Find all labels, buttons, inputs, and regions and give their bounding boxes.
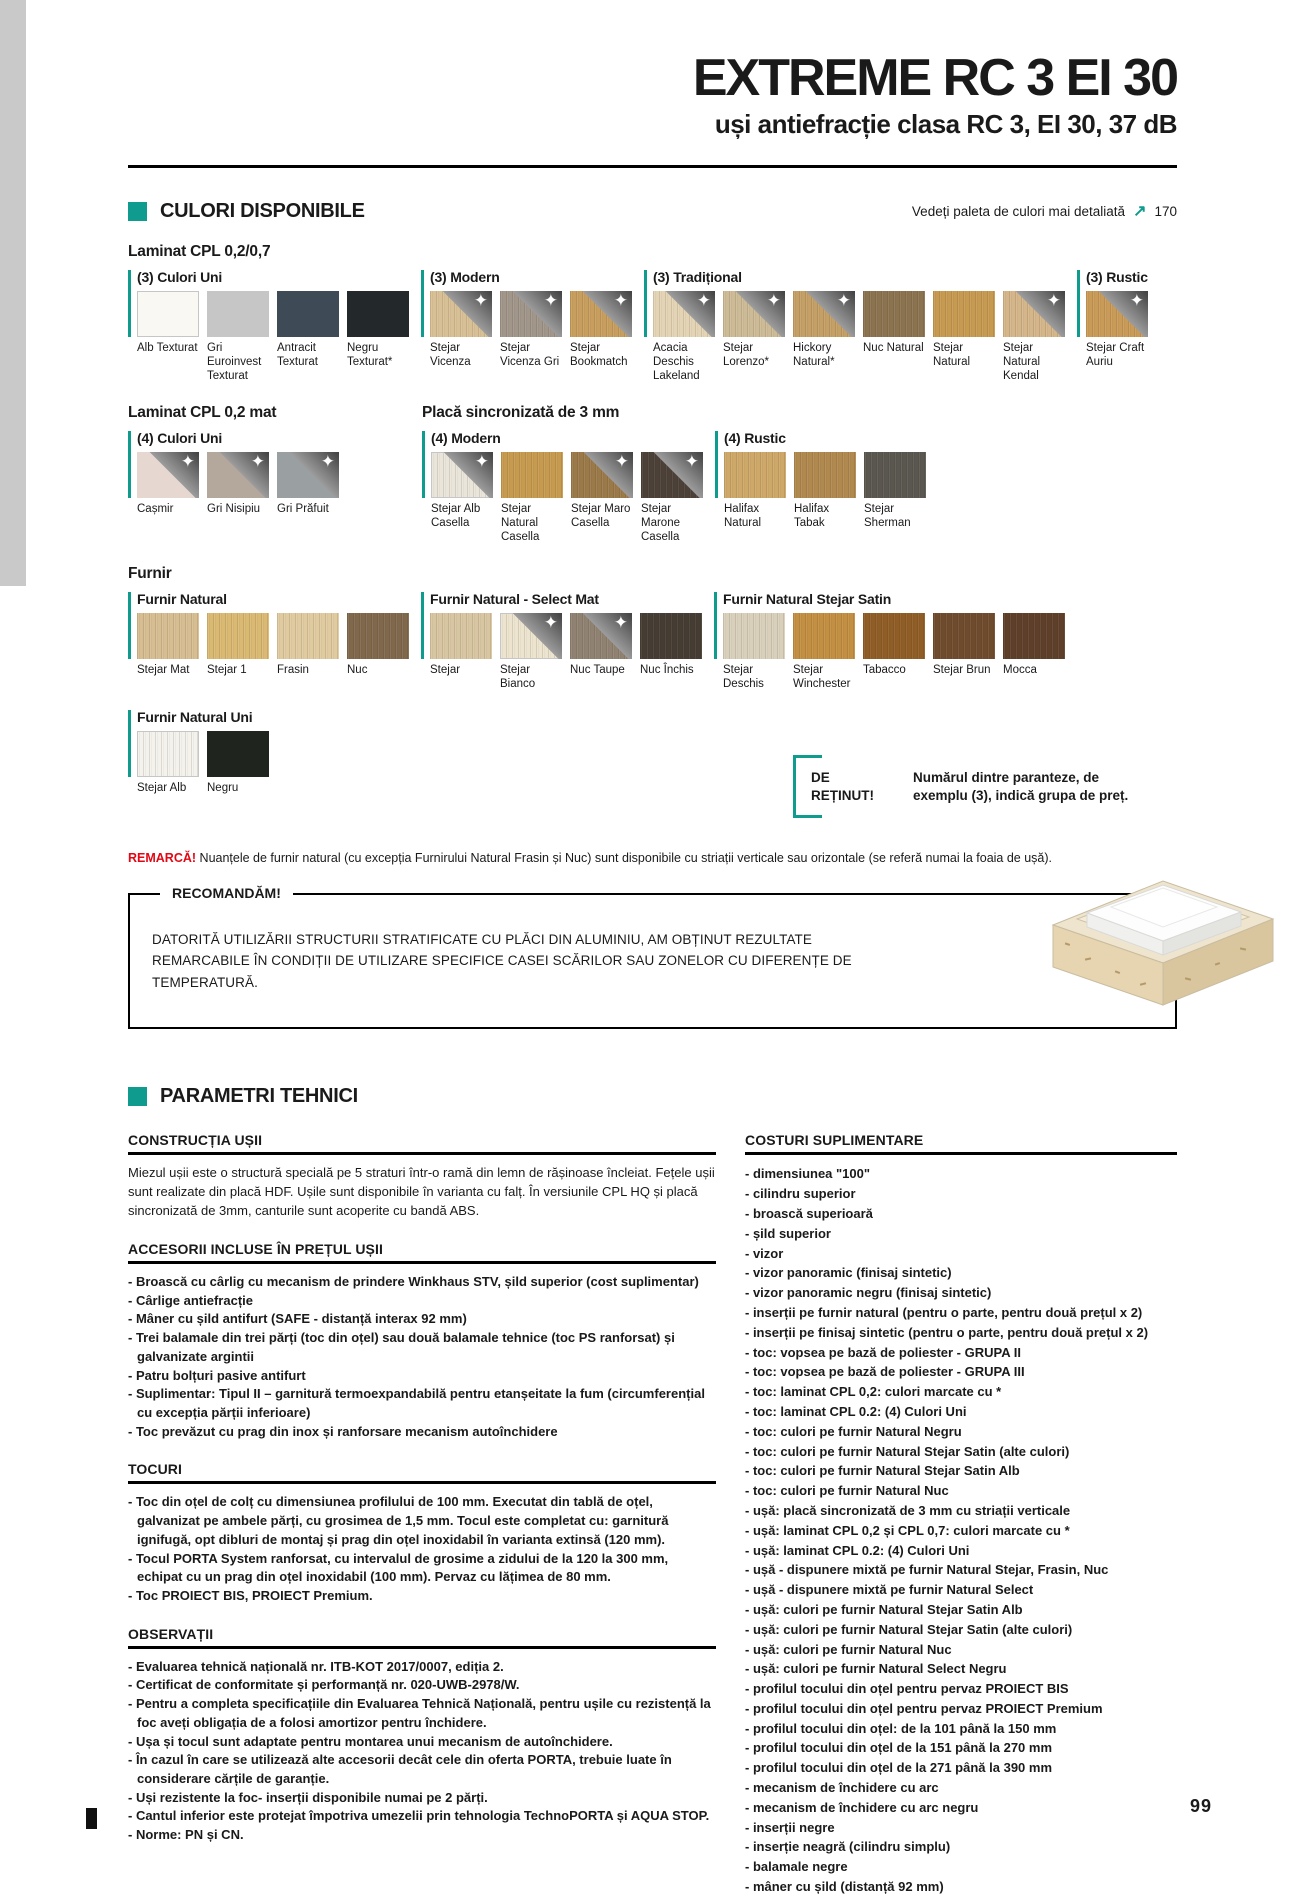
tech-list-item: - toc: vopsea pe bază de poliester - GRUPA II xyxy=(745,1344,1021,1360)
swatch-group-name: (3) Rustic xyxy=(1086,269,1148,285)
tech-column-right xyxy=(745,1132,1177,1896)
tech-list-item: - vizor panoramic negru (finisaj sintetic) xyxy=(745,1285,992,1301)
color-swatch-label: Mocca xyxy=(1003,663,1037,676)
palette-link[interactable] xyxy=(912,204,1177,220)
color-swatch-label: Stejar Brun xyxy=(933,663,991,676)
tech-list-item: - balamale negre xyxy=(745,1859,848,1875)
tech-list-item: - profilul tocului din oțel de la 271 până la 390 mm xyxy=(745,1760,1053,1776)
sparkle-icon: ✦ xyxy=(543,291,558,311)
colors-section-title: CULORI DISPONIBILE xyxy=(160,200,365,222)
tech-list-item: - ușă: culori pe furnir Natural Select Negru xyxy=(745,1661,1007,1677)
door-cross-section-image xyxy=(1025,863,1287,1013)
sparkle-icon: ✦ xyxy=(473,291,488,311)
tech-list-item: - Toc prevăzut cu prag din inox și ranforsare mecanism autoînchidere xyxy=(128,1423,558,1439)
color-family-section xyxy=(128,390,339,543)
color-swatch xyxy=(863,613,925,659)
sparkle-icon: ✦ xyxy=(684,452,699,472)
color-swatch-label: Stejar Sherman xyxy=(864,503,911,529)
new-color-badge-icon xyxy=(570,291,632,337)
tech-list-item: - mecanism de închidere cu arc xyxy=(745,1780,939,1796)
swatch-group xyxy=(128,710,269,822)
tech-list-item: - mâner cu șild (distanță 92 mm) xyxy=(745,1879,944,1895)
tech-list-item: - În cazul în care se utilizează alte accesorii decât cele din oferta PORTA, trebuie luate în considerare cărțile de garanție. xyxy=(128,1752,672,1786)
tech-list-item: - inserții pe furnir natural (pentru o parte, pentru două prețul x 2) xyxy=(745,1304,1143,1320)
swatch-group-name: (4) Culori Uni xyxy=(137,429,223,446)
sparkle-icon: ✦ xyxy=(766,291,781,311)
color-swatch xyxy=(640,613,702,659)
color-swatch xyxy=(570,613,632,659)
color-swatch-label: Negru xyxy=(207,782,239,795)
page-content xyxy=(128,0,1177,1897)
color-swatch xyxy=(794,452,856,498)
color-family-section xyxy=(128,229,1148,384)
color-swatch-label: Stejar Alb xyxy=(137,782,187,795)
tech-list-item: - ușă: placă sincronizată de 3 mm cu striații verticale xyxy=(745,1502,1071,1518)
color-swatch-label: Stejar Natural xyxy=(933,342,971,369)
swatch-group-name: (3) Tradițional xyxy=(653,269,742,285)
color-swatch xyxy=(207,613,269,659)
new-color-badge-icon xyxy=(500,613,562,659)
tech-list-item: - profilul tocului din oțel de la 151 până la 270 mm xyxy=(745,1740,1053,1756)
color-family-section xyxy=(422,390,926,545)
tech-list-item: - ușă - dispunere mixtă pe furnir Natural Stejar, Frasin, Nuc xyxy=(745,1562,1109,1578)
color-swatch xyxy=(137,291,199,337)
new-color-badge-icon xyxy=(571,452,633,498)
color-swatch xyxy=(207,452,269,498)
colors-header-row xyxy=(128,200,1177,223)
tech-list-item: - profilul tocului din oțel: de la 101 până la 150 mm xyxy=(745,1720,1057,1736)
sparkle-icon: ✦ xyxy=(696,291,711,311)
color-swatch-label: Stejar Natural Casella xyxy=(501,503,540,543)
tech-list-item: - Cantul inferior este protejat împotriva umezelii prin tehnologia TechnoPORTA și AQUA STOP. xyxy=(128,1808,710,1824)
page-number: 99 xyxy=(1189,1796,1212,1816)
sparkle-icon: ✦ xyxy=(836,291,851,311)
tech-list-item: - Toc PROIECT BIS, PROIECT Premium. xyxy=(128,1587,373,1603)
swatch-group xyxy=(714,592,1065,704)
color-swatch xyxy=(137,731,199,777)
tech-heading: OBSERVAȚII xyxy=(128,1626,716,1649)
swatch-group-name: (3) Culori Uni xyxy=(137,269,223,285)
section-marker-square-icon xyxy=(128,202,147,221)
swatch-group-name: (3) Modern xyxy=(430,269,500,285)
tech-list-item: - toc: laminat CPL 0.2: (4) Culori Uni xyxy=(745,1403,967,1419)
tech-list-item: - ușă: culori pe furnir Natural Nuc xyxy=(745,1641,952,1657)
page-corner-mark xyxy=(86,1808,97,1829)
color-swatch-label: Hickory Natural* xyxy=(793,342,835,369)
color-swatch xyxy=(137,613,199,659)
color-swatch xyxy=(723,613,785,659)
sparkle-icon: ✦ xyxy=(613,612,628,632)
color-swatch xyxy=(277,291,339,337)
tech-list-item: - toc: culori pe furnir Natural Negru xyxy=(745,1423,962,1439)
tech-list-item: - inserție neagră (cilindru simplu) xyxy=(745,1839,951,1855)
note-box-text: Numărul dintre paranteze, de exemplu (3), indică grupa de preț. xyxy=(913,770,1129,803)
color-swatch-label: Tabacco xyxy=(863,663,906,676)
tech-list-item: - Patru bolțuri pasive antifurt xyxy=(128,1367,306,1383)
color-swatch xyxy=(571,452,633,498)
tech-list-item: - inserții pe finisaj sintetic (pentru o parte, pentru două prețul x 2) xyxy=(745,1324,1149,1340)
new-color-badge-icon xyxy=(653,291,715,337)
palette-link-text: Vedeți paleta de culori mai detaliată xyxy=(911,204,1126,219)
note-box-label: DE REȚINUT! xyxy=(811,770,874,803)
color-swatch xyxy=(793,291,855,337)
swatch-group xyxy=(1077,270,1148,382)
color-swatch-label: Stejar Deschis xyxy=(723,663,764,690)
tech-list-item: - profilul tocului din oțel pentru pervaz PROIECT BIS xyxy=(745,1681,1069,1697)
color-swatch-label: Stejar Winchester xyxy=(793,663,851,690)
tech-list-item: - ușă: laminat CPL 0,2 și CPL 0,7: culori marcate cu * xyxy=(745,1522,1070,1538)
color-swatch xyxy=(207,731,269,777)
color-swatch-label: Stejar xyxy=(430,663,461,676)
tech-list-item: - ușă: culori pe furnir Natural Stejar Satin Alb xyxy=(745,1601,1023,1617)
tech-section-header xyxy=(128,1085,1177,1108)
tech-list-item: - Certificat de conformitate și performanță nr. 020-UWB-2978/W. xyxy=(128,1677,520,1693)
tech-list-item: - Broască cu cârlig cu mecanism de prindere Winkhaus STV, șild superior (cost suplimentar) xyxy=(128,1273,699,1289)
swatch-group xyxy=(128,592,409,704)
color-swatch-label: Acacia Deschis Lakeland xyxy=(653,342,700,382)
color-category-title: Furnir xyxy=(128,564,172,582)
color-bands xyxy=(128,229,1177,822)
color-swatch xyxy=(793,613,855,659)
sparkle-icon: ✦ xyxy=(1129,291,1144,311)
tech-heading: TOCURI xyxy=(128,1461,716,1484)
color-swatch-label: Stejar Maro Casella xyxy=(571,503,631,529)
tech-list-item: - cilindru superior xyxy=(745,1186,856,1202)
color-swatch xyxy=(501,452,563,498)
color-swatch-label: Stejar Natural Kendal xyxy=(1003,342,1041,382)
new-color-badge-icon xyxy=(277,452,339,498)
new-color-badge-icon xyxy=(723,291,785,337)
new-color-badge-icon xyxy=(1086,291,1148,337)
swatch-group xyxy=(128,270,409,384)
sparkle-icon: ✦ xyxy=(250,452,265,472)
swatch-group-name: Furnir Natural xyxy=(137,590,227,607)
tech-list-item: - Evaluarea tehnică națională nr. ITB-KOT 2017/0007, ediția 2. xyxy=(128,1658,504,1674)
color-swatch xyxy=(864,452,926,498)
tech-list-item: - Uși rezistente la foc- inserții disponibile numai pe 2 părți. xyxy=(128,1789,488,1805)
color-swatch xyxy=(570,291,632,337)
color-swatch-label: Stejar Vicenza xyxy=(430,342,471,369)
sparkle-icon: ✦ xyxy=(320,452,335,472)
swatch-group-name: Furnir Natural Uni xyxy=(137,708,253,725)
tech-list-item: - Norme: PN și CN. xyxy=(128,1827,244,1843)
color-swatch xyxy=(723,291,785,337)
color-swatch-label: Alb Texturat xyxy=(137,342,198,355)
swatch-group xyxy=(421,592,702,704)
color-swatch xyxy=(863,291,925,337)
tech-paragraph: Miezul ușii este o structură specială pe 5 straturi într-o ramă din lemn de rășinoase încleiat. Fețele ușii sunt realizate din placă HDF. Ușile sunt disponibile în varianta cu falț. În versiunile CPL HQ și placă sincronizată de 3mm, canturile sunt acoperite cu bandă ABS. xyxy=(128,1165,715,1219)
tech-list-item: - toc: vopsea pe bază de poliester - GRUPA III xyxy=(745,1364,1025,1380)
color-swatch-label: Nuc xyxy=(347,663,368,676)
tech-list-item: - ușă: laminat CPL 0.2: (4) Culori Uni xyxy=(745,1542,970,1558)
swatch-group-name: (4) Rustic xyxy=(724,429,786,446)
color-swatch xyxy=(724,452,786,498)
remark-label: REMARCĂ! xyxy=(128,851,197,866)
color-swatch-label: Stejar Bookmatch xyxy=(570,342,628,369)
palette-link-page: 170 xyxy=(1154,204,1177,219)
header-rule xyxy=(128,165,1177,168)
page-header xyxy=(128,0,1177,168)
color-swatch xyxy=(277,452,339,498)
color-band xyxy=(128,229,1177,384)
color-swatch-label: Stejar Alb Casella xyxy=(431,503,481,529)
color-swatch-label: Nuc Natural xyxy=(863,342,924,355)
recommend-box-title: RECOMANDĂM! xyxy=(160,885,293,901)
product-title: EXTREME RC 3 EI 30 xyxy=(692,49,1177,107)
color-swatch-label: Cașmir xyxy=(137,503,174,516)
color-family-section xyxy=(128,551,1065,704)
tech-list-item: - Pentru a completa specificațiile din Evaluarea Tehnică Națională, pentru ușile cu rezistență la foc aveți obligația de a folosi amortizor pentru închidere. xyxy=(128,1696,711,1730)
tech-list-item: - dimensiunea "100" xyxy=(745,1166,871,1182)
product-subtitle: uși antiefracție clasa RC 3, EI 30, 37 dB xyxy=(714,109,1177,139)
arrow-up-right-icon: ↗ xyxy=(1133,202,1147,220)
tech-list-item: - vizor panoramic (finisaj sintetic) xyxy=(745,1265,952,1281)
tech-list-item: - profilul tocului din oțel pentru pervaz PROIECT Premium xyxy=(745,1700,1103,1716)
swatch-group-name: Furnir Natural - Select Mat xyxy=(430,590,599,607)
tech-list-item: - broască superioară xyxy=(745,1205,873,1221)
color-swatch-label: Nuc Închis xyxy=(640,663,694,676)
tech-section-title: PARAMETRI TEHNICI xyxy=(160,1085,358,1108)
tech-list-item: - Mâner cu șild antifurt (SAFE - distanță interax 92 mm) xyxy=(128,1311,467,1327)
color-swatch-label: Frasin xyxy=(277,663,309,676)
color-swatch-label: Gri Nisipiu xyxy=(207,503,261,516)
tech-column-left xyxy=(128,1132,716,1896)
color-swatch xyxy=(1003,613,1065,659)
tech-list-item: - toc: culori pe furnir Natural Stejar Satin Alb xyxy=(745,1463,1020,1479)
color-swatch xyxy=(430,613,492,659)
section-marker-square-icon xyxy=(128,1087,147,1106)
color-band xyxy=(128,390,1177,545)
tech-list-item: - Tocul PORTA System ranforsat, cu intervalul de grosime a zidului de la 120 la 300 mm, echipat cu un prag din oțel inoxidabil (100 mm). Pervaz cu lățimea de 80 mm. xyxy=(128,1550,669,1585)
color-swatch-label: Stejar Marone Casella xyxy=(641,503,680,543)
color-swatch xyxy=(347,291,409,337)
color-swatch xyxy=(500,291,562,337)
color-swatch xyxy=(137,452,199,498)
sparkle-icon: ✦ xyxy=(1046,291,1061,311)
tech-heading: ACCESORII INCLUSE ÎN PREȚUL UȘII xyxy=(128,1241,716,1264)
color-category-title: Laminat CPL 0,2/0,7 xyxy=(128,243,271,260)
color-swatch-label: Antracit Texturat xyxy=(277,342,318,369)
color-swatch-label: Stejar 1 xyxy=(207,663,247,676)
new-color-badge-icon xyxy=(641,452,703,498)
color-family-section xyxy=(128,710,269,822)
new-color-badge-icon xyxy=(207,452,269,498)
remark-line xyxy=(128,850,1177,866)
new-color-badge-icon xyxy=(137,452,199,498)
color-swatch xyxy=(430,291,492,337)
tech-list-item: - șild superior xyxy=(745,1225,831,1241)
tech-heading: COSTURI SUPLIMENTARE xyxy=(745,1132,1177,1155)
tech-list-item: - inserții negre xyxy=(745,1819,835,1835)
tech-list-item: - toc: laminat CPL 0,2: culori marcate cu * xyxy=(745,1384,1002,1400)
color-swatch-label: Stejar Vicenza Gri xyxy=(500,342,560,369)
sparkle-icon: ✦ xyxy=(474,452,489,472)
tech-list-item: - toc: culori pe furnir Natural Nuc xyxy=(745,1483,949,1499)
swatch-group xyxy=(715,431,926,543)
swatch-group xyxy=(644,270,1065,384)
recommend-box-text: DATORITĂ UTILIZĂRII STRUCTURII STRATIFICATE CU PLĂCI DIN ALUMINIU, AM OBȚINUT REZULTATE REMARCABILE ÎN CONDIȚII DE UTILIZARE SPECIFICE CASEI SCĂRILOR SAU ZONELOR CU DIFERENȚE DE TEMPERATURĂ. xyxy=(152,931,852,990)
tech-columns xyxy=(128,1132,1177,1896)
sparkle-icon: ✦ xyxy=(613,291,628,311)
tech-list-item: - mecanism de închidere cu arc negru xyxy=(745,1799,979,1815)
note-box xyxy=(793,755,1149,818)
swatch-group xyxy=(422,431,703,545)
tech-list-item: - Toc din oțel de colț cu dimensiunea profilului de 100 mm. Executat din tablă de oțel, galvanizat pe ambele părți, cu grosimea de 1,5 mm. Tocul este completat cu: garnitură ignifugă, opt dibluri de montaj și prag din oțel inoxidabil în varianta extinsă (120 mm). xyxy=(128,1494,669,1547)
color-swatch-label: Stejar Lorenzo* xyxy=(723,342,770,369)
tech-list-item: - ușă - dispunere mixtă pe furnir Natural Select xyxy=(745,1582,1034,1598)
color-swatch-label: Gri Prăfuit xyxy=(277,503,329,516)
recommend-box xyxy=(128,884,1177,1030)
tech-list-item: - Trei balamale din trei părți (toc din oțel) sau două balamale tehnice (toc PS ranforsat) și galvanizate argintii xyxy=(128,1330,675,1364)
color-swatch xyxy=(207,291,269,337)
remark-text: Nuanțele de furnir natural (cu excepția Furnirului Natural Frasin și Nuc) sunt disponibile cu striații verticale sau orizontale (se referă numai la foaia de ușă). xyxy=(196,851,1053,866)
color-swatch-label: Stejar Bianco xyxy=(500,663,536,690)
new-color-badge-icon xyxy=(431,452,493,498)
color-swatch xyxy=(933,291,995,337)
sparkle-icon: ✦ xyxy=(180,452,195,472)
color-swatch-label: Stejar Mat xyxy=(137,663,190,676)
colors-section-header xyxy=(128,200,365,223)
sparkle-icon: ✦ xyxy=(614,452,629,472)
tech-list-item: - toc: culori pe furnir Natural Stejar Satin (alte culori) xyxy=(745,1443,1070,1459)
swatch-group-name: Furnir Natural Stejar Satin xyxy=(723,590,892,607)
new-color-badge-icon xyxy=(1003,291,1065,337)
color-swatch-label: Negru Texturat* xyxy=(347,342,393,369)
color-swatch-label: Nuc Taupe xyxy=(570,663,625,676)
color-swatch-label: Gri Euroinvest Texturat xyxy=(207,342,262,382)
tech-list-item: - Ușa și tocul sunt adaptate pentru montarea unui mecanism de autoînchidere. xyxy=(128,1733,613,1749)
color-swatch-label: Halifax Tabak xyxy=(794,503,830,529)
color-category-title: Laminat CPL 0,2 mat xyxy=(128,403,277,421)
color-swatch xyxy=(933,613,995,659)
color-swatch xyxy=(1086,291,1148,337)
swatch-group-name: (4) Modern xyxy=(431,429,501,446)
tech-list-item: - vizor xyxy=(745,1245,784,1261)
color-swatch xyxy=(641,452,703,498)
color-swatch-label: Stejar Craft Auriu xyxy=(1086,342,1145,369)
color-swatch xyxy=(653,291,715,337)
page-edge-tab xyxy=(0,0,26,586)
tech-list-item: - Suplimentar: Tipul II – garnitură termoexpandabilă pentru etanșeitate la fum (circumferențial cu excepția părții inferioare) xyxy=(128,1386,705,1420)
new-color-badge-icon xyxy=(570,613,632,659)
color-swatch xyxy=(1003,291,1065,337)
color-band xyxy=(128,551,1177,704)
tech-heading: CONSTRUCȚIA UȘII xyxy=(128,1132,716,1155)
new-color-badge-icon xyxy=(500,291,562,337)
tech-list-item: - Cârlige antiefracție xyxy=(128,1292,253,1308)
new-color-badge-icon xyxy=(793,291,855,337)
sparkle-icon: ✦ xyxy=(543,612,558,632)
color-swatch xyxy=(500,613,562,659)
color-swatch xyxy=(347,613,409,659)
color-swatch xyxy=(277,613,339,659)
color-swatch-label: Halifax Natural xyxy=(724,503,762,529)
tech-list-item: - ușă: culori pe furnir Natural Stejar Satin (alte culori) xyxy=(745,1621,1073,1637)
color-swatch xyxy=(431,452,493,498)
swatch-group xyxy=(128,431,339,543)
new-color-badge-icon xyxy=(430,291,492,337)
color-category-title: Placă sincronizată de 3 mm xyxy=(422,403,620,421)
swatch-group xyxy=(421,270,632,382)
